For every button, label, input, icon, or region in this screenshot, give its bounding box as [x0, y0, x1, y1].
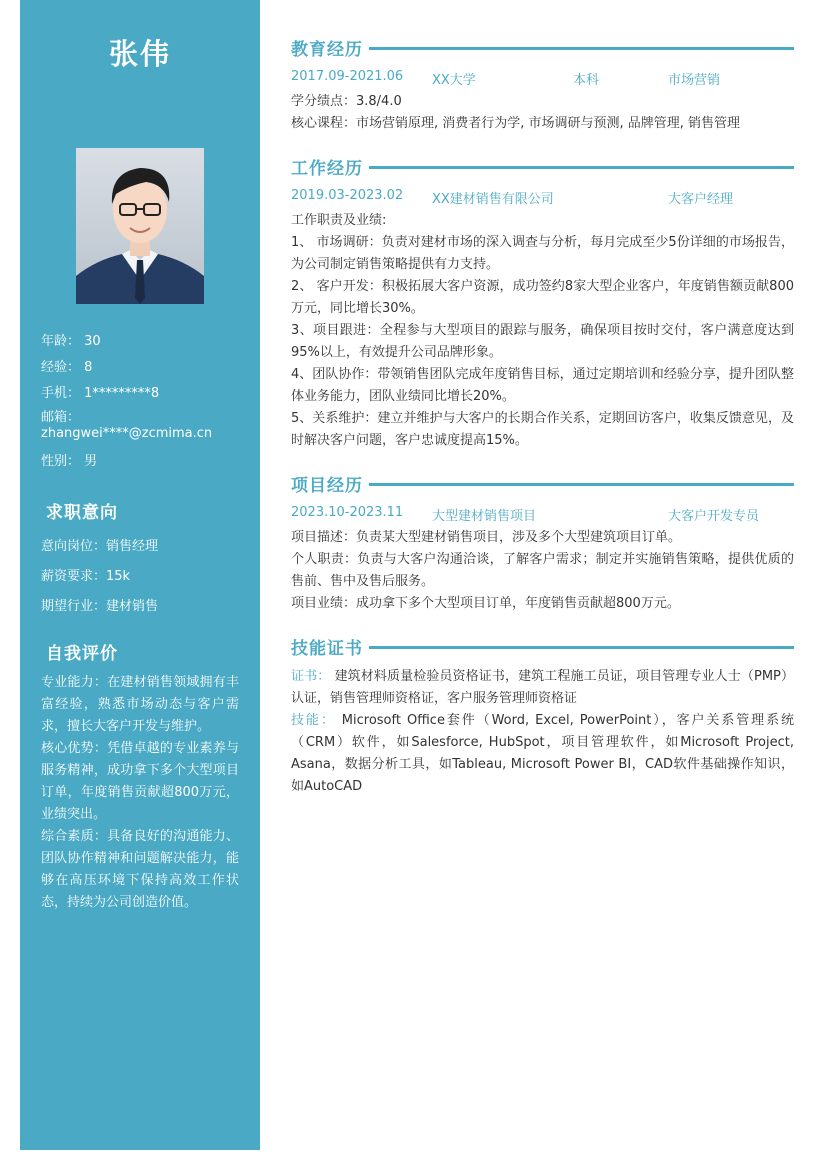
- work-role: 大客户经理: [668, 192, 734, 207]
- self-eval-paragraph: 专业能力：在建材销售领域拥有丰富经验，熟悉市场动态与客户需求，擅长大客户开发与维护。: [41, 675, 239, 734]
- work-section-header: [291, 154, 794, 180]
- self-evaluation: [41, 672, 239, 914]
- basic-info: [41, 332, 251, 478]
- experience-value: 8: [84, 360, 93, 375]
- email-row: 邮箱： zhangwei****@zcmima.cn: [41, 410, 213, 441]
- education-title: 教育经历: [291, 35, 363, 60]
- certificates-text: 建筑材料质量检验员资格证书，建筑工程施工员证，项目管理专业人士（PMP）认证，销售管理师资格证，客户服务管理师资格证: [291, 669, 794, 706]
- education-degree: 本科: [573, 73, 600, 88]
- project-role: 大客户开发专员: [668, 509, 760, 524]
- work-title: 工作经历: [291, 154, 363, 179]
- self-eval-paragraph: 综合素质：具备良好的沟通能力、团队协作精神和问题解决能力，能够在高压环境下保持高效工作状态，持续为公司创造价值。: [41, 829, 239, 910]
- work-item: 3、项目跟进：全程参与大型项目的跟踪与服务，确保项目按时交付，客户满意度达到95%以上，有效提升公司品牌形象。: [291, 323, 794, 360]
- certificates: [291, 666, 794, 710]
- skills-body: [291, 666, 794, 798]
- education-courses: 核心课程：市场营销原理, 消费者行为学, 市场调研与预测, 品牌管理, 销售管理: [291, 116, 741, 131]
- gender-row: 性别： 男: [41, 454, 98, 469]
- experience-row: 经验： 8: [41, 360, 93, 375]
- project-name: 大型建材销售项目: [432, 509, 537, 524]
- gender-value: 男: [84, 454, 98, 469]
- work-period: 2019.03-2023.02: [291, 188, 404, 203]
- education-major: 市场营销: [668, 73, 721, 88]
- candidate-name: 张伟: [108, 37, 171, 71]
- work-item: 5、关系维护：建立并维护与大客户的长期合作关系，定期回访客户，收集反馈意见，及时解决客户问题，客户忠诚度提高15%。: [291, 411, 794, 448]
- project-duty: 个人职责：负责与大客户沟通洽谈，了解客户需求；制定并实施销售策略，提供优质的售前、售中及售后服务。: [291, 552, 794, 589]
- age-row: 年龄： 30: [41, 334, 101, 349]
- age-value: 30: [84, 334, 101, 349]
- intent-title: 求职意向: [46, 503, 118, 523]
- self-eval-paragraph: 核心优势：凭借卓越的专业素养与服务精神，成功拿下多个大型项目订单，年度销售贡献超800万元，业绩突出。: [41, 741, 239, 822]
- project-meta: [291, 505, 794, 525]
- sidebar: [20, 0, 260, 1150]
- work-body: [291, 210, 794, 452]
- project-description: 项目描述：负责某大型建材销售项目，涉及多个大型建筑项目订单。: [291, 530, 682, 545]
- education-section-header: [291, 35, 794, 61]
- work-item: 4、团队协作：带领销售团队完成年度销售目标，通过定期培训和经验分享，提升团队整体业务能力，团队业绩同比增长20%。: [291, 367, 794, 404]
- skills-text: Microsoft Office套件（Word, Excel, PowerPoint），客户关系管理系统（CRM）软件，如Salesforce, HubSpot，项目管理软件，如Microsoft Project, Asana，数据分析工具，如Tableau, Microsoft Power BI，CAD软件基础操作知识，如AutoCAD: [291, 713, 794, 794]
- email-value[interactable]: zhangwei****@zcmima.cn: [41, 426, 213, 441]
- work-intro: 工作职责及业绩:: [291, 213, 387, 228]
- work-item: 2、 客户开发：积极拓展大客户资源，成功签约8家大型企业客户，年度销售额贡献800万元，同比增长30%。: [291, 279, 794, 316]
- self-eval-title: 自我评价: [46, 644, 118, 664]
- education-gpa: 学分绩点：3.8/4.0: [291, 94, 402, 109]
- education-body: [291, 91, 794, 135]
- work-meta: [291, 188, 794, 208]
- project-section-header: [291, 471, 794, 497]
- section-divider: [369, 646, 794, 649]
- education-school: XX大学: [432, 73, 476, 88]
- intent-position: 意向岗位：销售经理: [41, 539, 159, 554]
- project-title: 项目经历: [291, 471, 363, 496]
- project-body: [291, 527, 794, 615]
- section-divider: [369, 166, 794, 169]
- skills-section-header: [291, 634, 794, 660]
- education-period: 2017.09-2021.06: [291, 69, 404, 84]
- intent-salary: 薪资要求：15k: [41, 569, 131, 584]
- project-period: 2023.10-2023.11: [291, 505, 404, 520]
- skills-label: 技能：: [291, 713, 336, 728]
- section-divider: [369, 483, 794, 486]
- work-item: 1、 市场调研：负责对建材市场的深入调查与分析，每月完成至少5份详细的市场报告，为公司制定销售策略提供有力支持。: [291, 235, 794, 272]
- project-result: 项目业绩：成功拿下多个大型项目订单，年度销售贡献超800万元。: [291, 596, 680, 611]
- skills-title: 技能证书: [291, 634, 363, 659]
- intent-industry: 期望行业：建材销售: [41, 599, 159, 614]
- section-divider: [369, 47, 794, 50]
- phone-value: 1*********8: [84, 386, 160, 401]
- skills: [291, 710, 794, 798]
- job-intent: [41, 537, 251, 627]
- profile-photo: [76, 148, 204, 304]
- education-meta: [291, 69, 794, 89]
- phone-row: 手机： 1*********8: [41, 386, 160, 401]
- work-company: XX建材销售有限公司: [432, 192, 554, 207]
- certificates-label: 证书：: [291, 669, 331, 684]
